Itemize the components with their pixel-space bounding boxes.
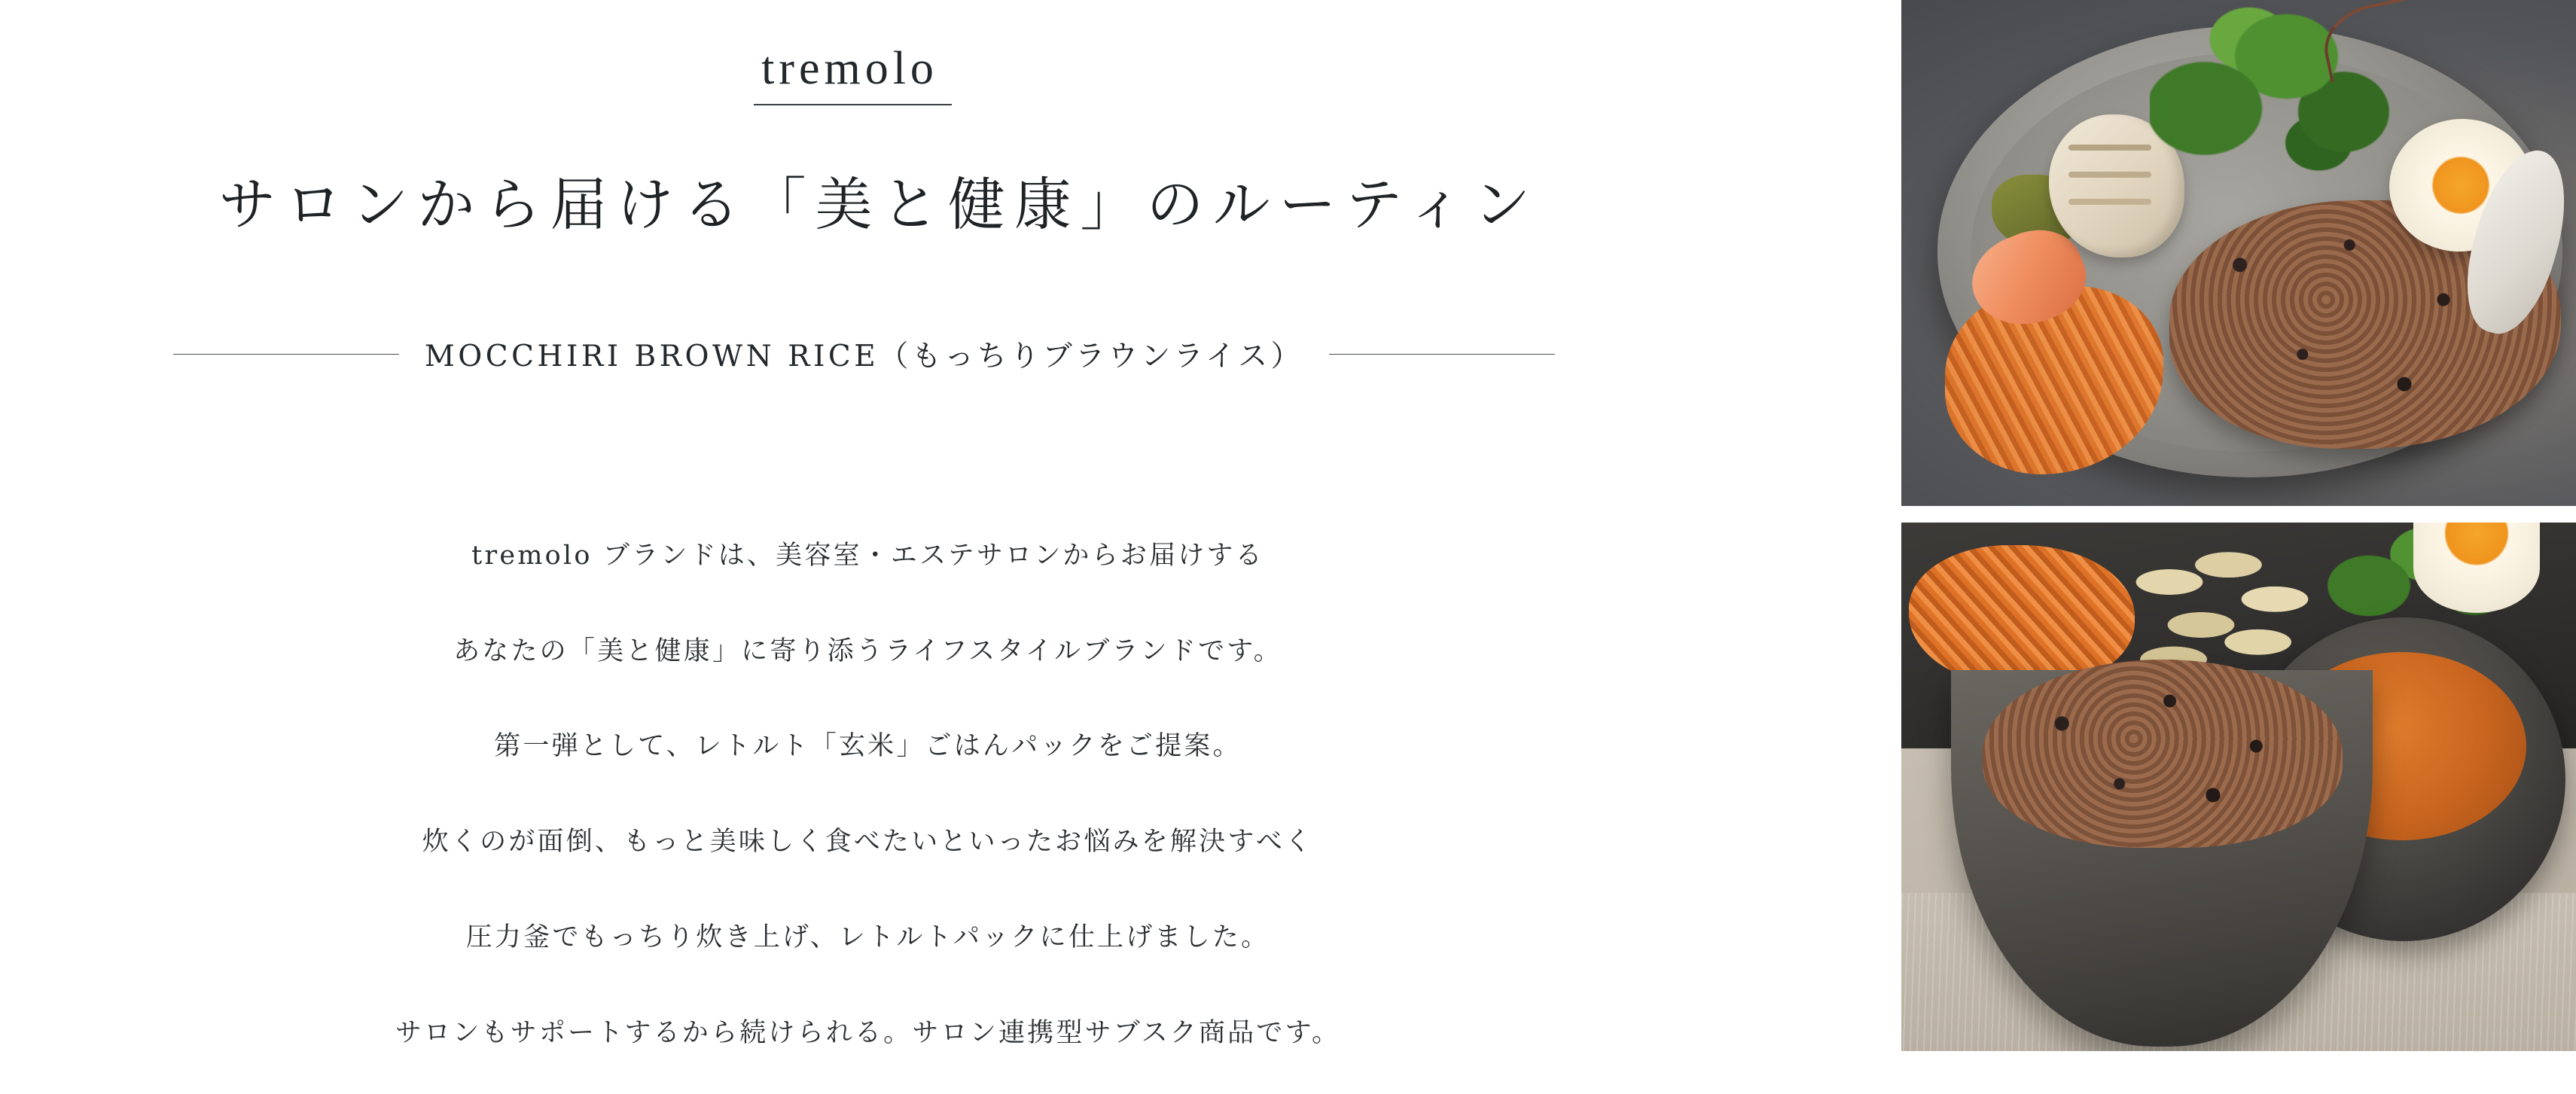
product-subtitle-row (173, 333, 1555, 375)
soft-boiled-egg-shape (2413, 523, 2540, 613)
body-line: 炊くのが面倒、もっと美味しく食べたいといったお悩みを解決すべく (422, 827, 1314, 858)
body-copy (395, 495, 1340, 1094)
brown-rice-bowl-photo (1901, 523, 2576, 1051)
body-line: 圧力釜でもっちり炊き上げ、レトルトパックに仕上げました。 (465, 922, 1270, 952)
body-line: tremolo ブランドは、美容室・エステサロンからお届けする (471, 541, 1264, 571)
photo-column (1901, 0, 2576, 1051)
brand-name: tremolo (754, 45, 952, 105)
brand-logo (754, 45, 952, 105)
body-line: あなたの「美と健康」に寄り添うライフスタイルブランドです。 (453, 635, 1282, 666)
body-line: サロンもサポートするから続けられる。サロン連携型サブスク商品です。 (395, 1017, 1341, 1048)
page-title: サロンから届ける「美と健康」のルーティン (218, 171, 1540, 238)
divider-right (1329, 354, 1555, 355)
brown-rice-plate-photo (1901, 0, 2576, 506)
divider-left (173, 354, 399, 355)
body-line: 第一弾として、レトルト「玄米」ごはんパックをご提案。 (494, 731, 1242, 762)
product-subtitle: MOCCHIRI BROWN RICE（もっちりブラウンライス） (424, 340, 1304, 374)
brown-rice-shape (1983, 660, 2343, 848)
